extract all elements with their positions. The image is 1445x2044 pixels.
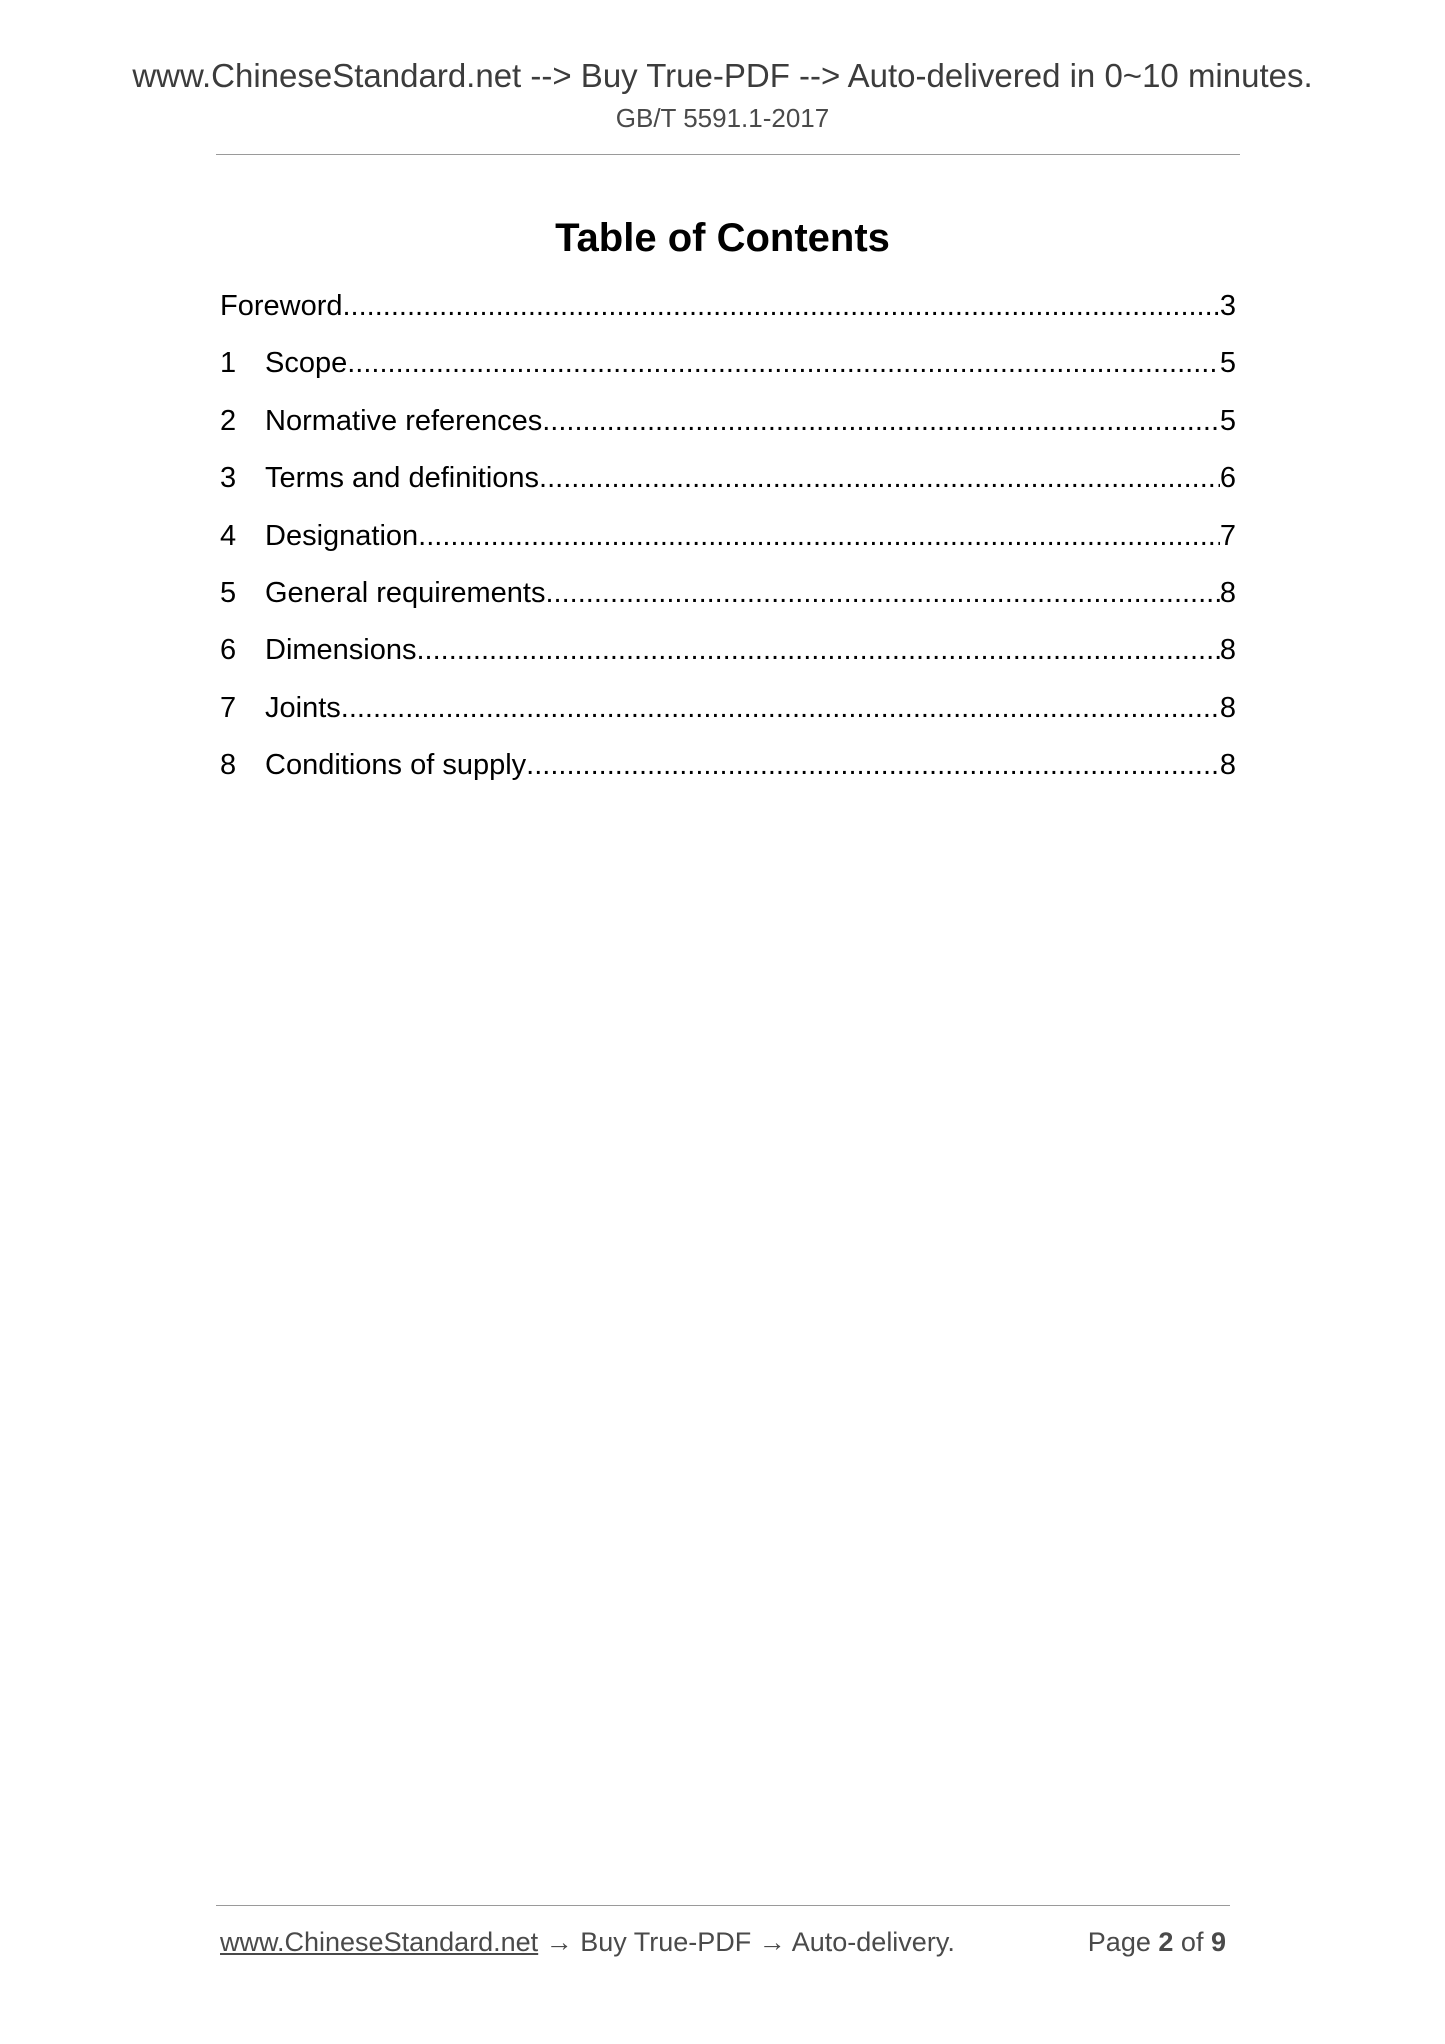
toc-entry-number: 8 (220, 749, 237, 782)
toc-entry-label: Foreword (220, 290, 343, 322)
toc-entry-label: Normative references (265, 404, 543, 437)
footer-tagline: → Buy True-PDF → Auto-delivery. (538, 1927, 955, 1957)
toc-entry-page: 8 (1219, 634, 1236, 667)
toc-title: Table of Contents (555, 216, 890, 260)
toc-dot-leader (347, 341, 1220, 385)
page-current: 2 (1158, 1927, 1174, 1957)
toc-dot-leader (418, 514, 1220, 558)
table-of-contents (220, 284, 1236, 801)
toc-entry-designation[interactable] (220, 514, 1236, 571)
toc-entry-page: 3 (1219, 290, 1236, 322)
toc-entry-page: 8 (1219, 576, 1236, 609)
document-code: GB/T 5591.1-2017 (615, 103, 830, 133)
toc-entry-dimensions[interactable] (220, 628, 1236, 685)
page-number (1088, 1922, 1226, 1962)
toc-entry-label: General requirements (265, 576, 546, 609)
toc-entry-scope[interactable] (220, 341, 1236, 398)
toc-dot-leader (343, 284, 1220, 328)
toc-entry-page: 8 (1219, 749, 1236, 782)
toc-entry-label: Dimensions (265, 634, 417, 667)
toc-entry-label: Scope (265, 347, 348, 380)
toc-dot-leader (545, 571, 1219, 615)
toc-entry-number: 1 (220, 347, 237, 380)
page-total: 9 (1210, 1927, 1226, 1957)
footer-divider (216, 1905, 1230, 1906)
toc-entry-label: Terms and definitions (265, 462, 540, 495)
toc-entry-number: 3 (220, 462, 237, 495)
toc-dot-leader (417, 628, 1220, 672)
toc-entry-page: 7 (1219, 519, 1236, 552)
toc-entry-label: Conditions of supply (265, 749, 527, 782)
footer-left (220, 1922, 955, 1962)
toc-dot-leader (341, 686, 1220, 730)
toc-entry-page: 8 (1219, 691, 1236, 724)
toc-entry-conditions-of-supply[interactable] (220, 743, 1236, 800)
toc-entry-page: 6 (1219, 462, 1236, 495)
page-word: Page (1087, 1927, 1151, 1957)
footer-website-link[interactable]: www.ChineseStandard.net (220, 1927, 539, 1957)
toc-entry-foreword[interactable] (220, 284, 1236, 341)
toc-entry-number: 6 (220, 634, 237, 667)
toc-entry-label: Joints (265, 691, 341, 724)
toc-entry-terms-and-definitions[interactable] (220, 456, 1236, 513)
toc-entry-page: 5 (1219, 347, 1236, 380)
toc-entry-number: 7 (220, 691, 237, 724)
toc-entry-number: 5 (220, 576, 237, 609)
top-banner: www.ChineseStandard.net --> Buy True-PDF --> Auto-delivered in 0~10 minutes. (132, 57, 1313, 94)
toc-dot-leader (526, 743, 1220, 787)
header-divider (216, 154, 1240, 155)
toc-entry-number: 2 (220, 404, 237, 437)
toc-entry-label: Designation (265, 519, 419, 552)
toc-entry-joints[interactable] (220, 686, 1236, 743)
toc-entry-number: 4 (220, 519, 237, 552)
of-word: of (1180, 1927, 1204, 1957)
toc-entry-general-requirements[interactable] (220, 571, 1236, 628)
toc-entry-page: 5 (1219, 404, 1236, 437)
toc-dot-leader (539, 456, 1220, 500)
toc-entry-normative-references[interactable] (220, 399, 1236, 456)
page-footer (220, 1922, 1230, 1962)
toc-dot-leader (542, 399, 1220, 443)
